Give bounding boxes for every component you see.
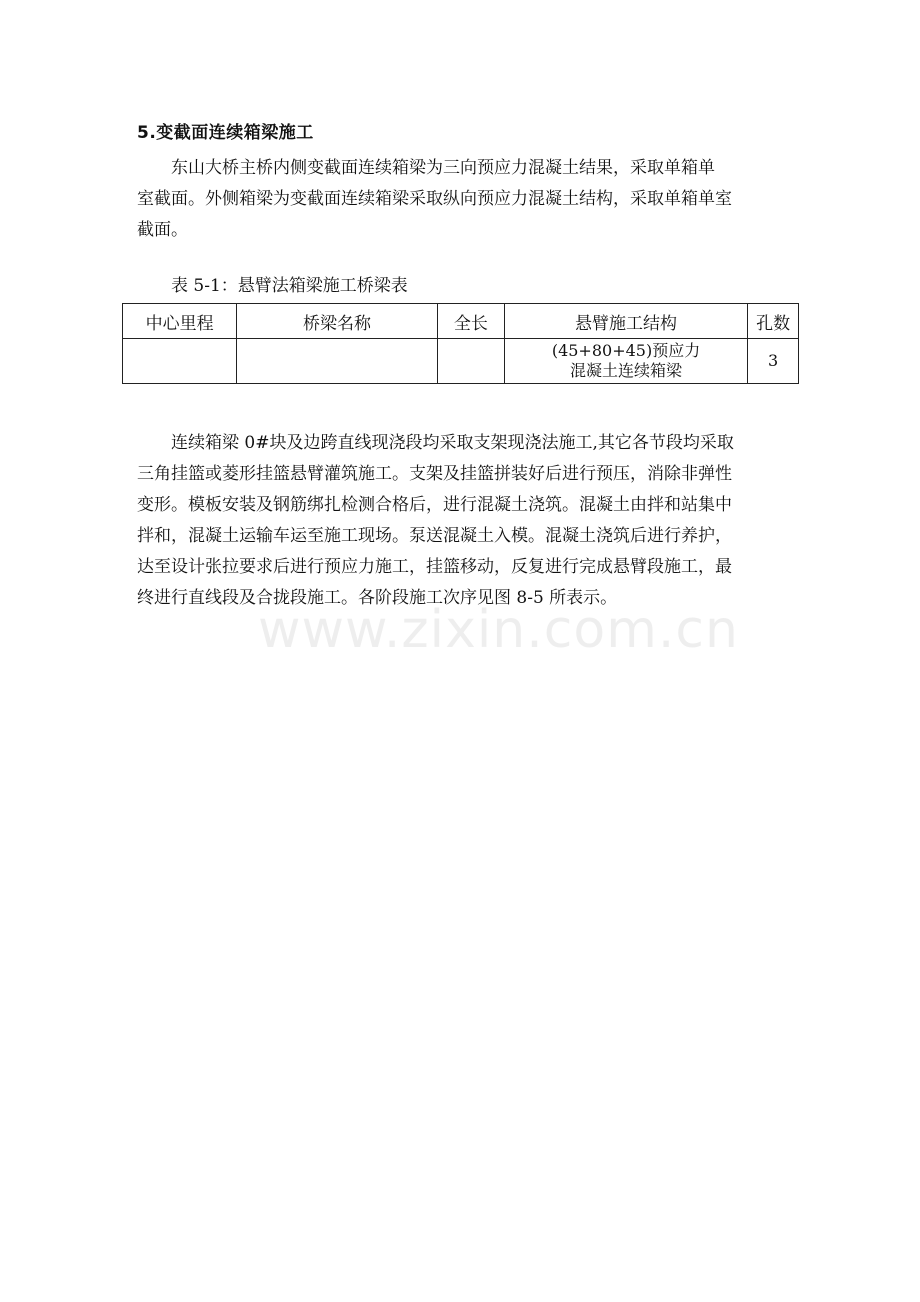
cell-center-mileage: [123, 339, 237, 384]
paragraph-line: 连续箱梁 0#块及边跨直线现浇段均采取支架现浇法施工,其它各节段均采取: [171, 433, 734, 453]
paragraph-line: 三角挂篮或菱形挂篮悬臂灌筑施工。支架及挂篮拼装好后进行预压，消除非弹性: [137, 464, 732, 484]
cell-cantilever-structure: [504, 339, 747, 384]
header-total-length: 全长: [437, 304, 504, 339]
cell-bridge-name: [237, 339, 438, 384]
paragraph-line: 变形。模板安装及钢筋绑扎检测合格后，进行混凝土浇筑。混凝土由拌和站集中: [137, 495, 732, 515]
construction-paragraph: [137, 428, 797, 614]
intro-paragraph: [137, 153, 797, 246]
paragraph-line: 终进行直线段及合拢段施工。各阶段施工次序见图 8-5 所表示。: [137, 588, 618, 608]
table-caption: 表 5-1：悬臂法箱梁施工桥梁表: [171, 276, 408, 296]
header-bridge-name: 桥梁名称: [237, 304, 438, 339]
structure-line-1: (45+80+45)预应力: [551, 341, 701, 360]
paragraph-line: 室截面。外侧箱梁为变截面连续箱梁采取纵向预应力混凝土结构，采取单箱单室: [137, 189, 732, 209]
cell-total-length: [437, 339, 504, 384]
paragraph-line: 达至设计张拉要求后进行预应力施工，挂篮移动，反复进行完成悬臂段施工，最: [137, 557, 732, 577]
watermark: www.zixin.com.cn: [258, 600, 739, 660]
bridge-table: [122, 303, 799, 384]
paragraph-line: 东山大桥主桥内侧变截面连续箱梁为三向预应力混凝土结果，采取单箱单: [171, 158, 715, 178]
table-header-row: [123, 304, 799, 339]
section-heading: 5.变截面连续箱梁施工: [137, 123, 314, 143]
table-row: [123, 339, 799, 384]
header-span-count: 孔数: [748, 304, 799, 339]
header-cantilever-structure: 悬臂施工结构: [504, 304, 747, 339]
structure-line-2: 混凝土连续箱梁: [570, 361, 683, 380]
paragraph-line: 截面。: [137, 220, 188, 240]
header-center-mileage: 中心里程: [123, 304, 237, 339]
paragraph-line: 拌和，混凝土运输车运至施工现场。泵送混凝土入模。混凝土浇筑后进行养护，: [137, 526, 732, 546]
cell-span-count: 3: [748, 339, 799, 384]
